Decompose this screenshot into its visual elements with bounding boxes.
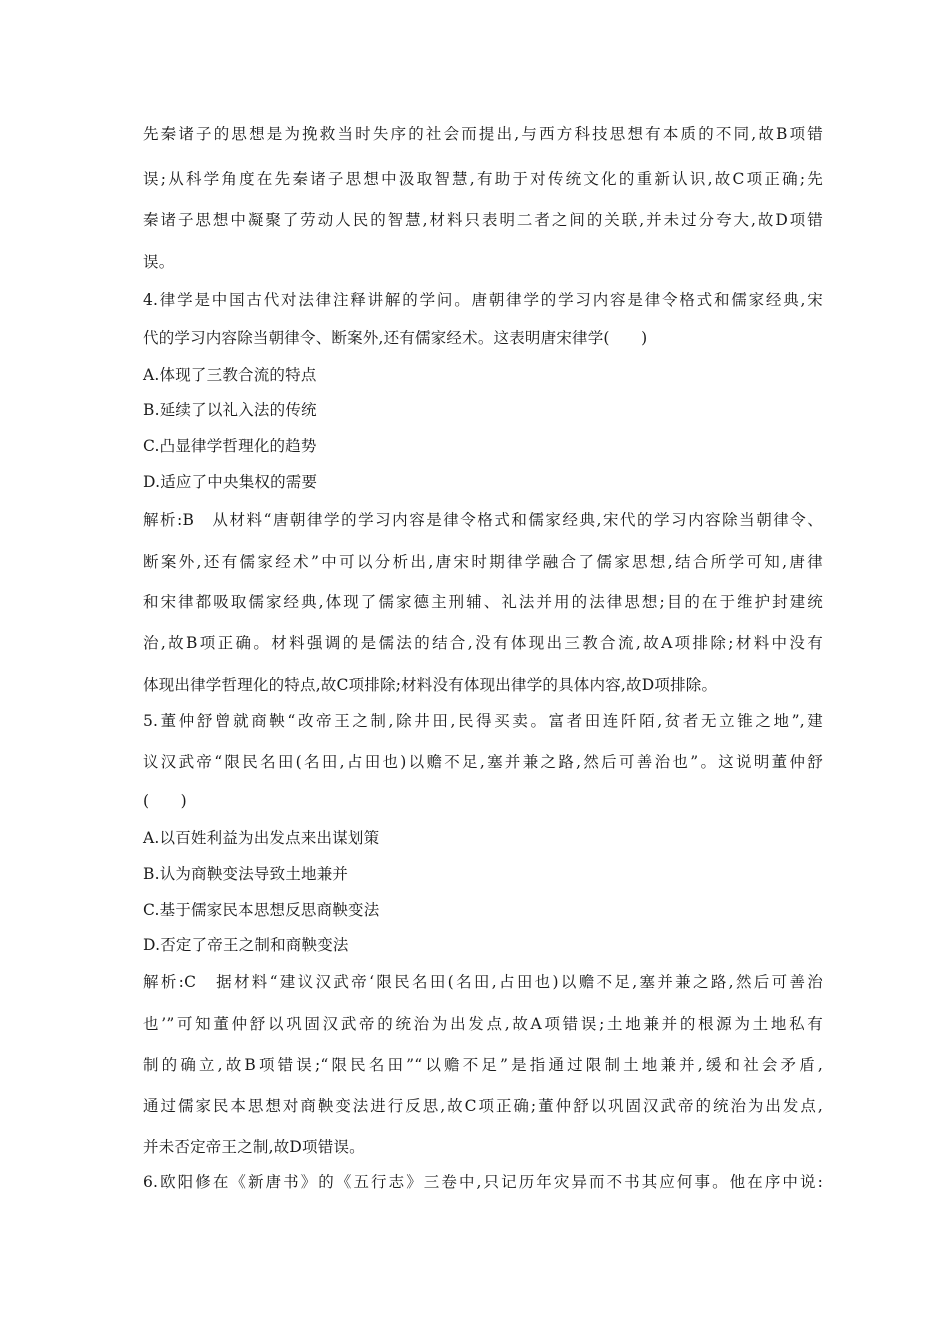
question-4-option-c: C.凸显律学哲理化的趋势	[143, 437, 317, 455]
question-5-stem: 议汉武帝“限民名田(名田,占田也)以赡不足,塞并兼之路,然后可善治也”。这说明董仲舒	[143, 753, 823, 771]
question-4-stem: 代的学习内容除当朝律令、断案外,还有儒家经术。这表明唐宋律学( )	[143, 329, 648, 347]
text-line: 误;从科学角度在先秦诸子思想中汲取智慧,有助于对传统文化的重新认识,故C项正确;先	[143, 170, 823, 188]
question-6-stem: 6.欧阳修在《新唐书》的《五行志》三卷中,只记历年灾异而不书其应何事。他在序中说:	[143, 1173, 823, 1191]
text-line: 秦诸子思想中凝聚了劳动人民的智慧,材料只表明二者之间的关联,并未过分夸大,故D项错	[143, 211, 823, 229]
text-line: 误。	[143, 253, 175, 271]
question-4-analysis: 和宋律都吸取儒家经典,体现了儒家德主刑辅、礼法并用的法律思想;目的在于维护封建统	[143, 593, 823, 611]
question-5-analysis: 并未否定帝王之制,故D项错误。	[143, 1138, 365, 1156]
question-5-analysis: 解析:C 据材料“建议汉武帝‘限民名田(名田,占田也)以赡不足,塞并兼之路,然后可善治	[143, 973, 823, 991]
question-5-option-c: C.基于儒家民本思想反思商鞅变法	[143, 901, 380, 919]
question-4-analysis: 断案外,还有儒家经术”中可以分析出,唐宋时期律学融合了儒家思想,结合所学可知,唐律	[143, 553, 823, 571]
question-4-analysis: 解析:B 从材料“唐朝律学的学习内容是律令格式和儒家经典,宋代的学习内容除当朝律令、	[143, 511, 823, 529]
question-4-analysis: 治,故B项正确。材料强调的是儒法的结合,没有体现出三教合流,故A项排除;材料中没有	[143, 634, 823, 652]
question-4-analysis: 体现出律学哲理化的特点,故C项排除;材料没有体现出律学的具体内容,故D项排除。	[143, 676, 718, 694]
question-4-option-b: B.延续了以礼入法的传统	[143, 401, 317, 419]
question-5-analysis: 制的确立,故B项错误;“限民名田”“以赡不足”是指通过限制土地兼并,缓和社会矛盾,	[143, 1056, 823, 1074]
question-5-option-d: D.否定了帝王之制和商鞅变法	[143, 936, 349, 954]
question-5-stem: 5.董仲舒曾就商鞅“改帝王之制,除井田,民得买卖。富者田连阡陌,贫者无立锥之地”,建	[143, 712, 823, 730]
question-5-analysis: 也’”可知董仲舒以巩固汉武帝的统治为出发点,故A项错误;土地兼并的根源为土地私有	[143, 1015, 823, 1033]
question-5-option-b: B.认为商鞅变法导致土地兼并	[143, 865, 349, 883]
text-line: 先秦诸子的思想是为挽救当时失序的社会而提出,与西方科技思想有本质的不同,故B项错	[143, 125, 823, 143]
question-4-option-a: A.体现了三教合流的特点	[143, 366, 317, 384]
question-4-option-d: D.适应了中央集权的需要	[143, 473, 318, 491]
question-4-stem: 4.律学是中国古代对法律注释讲解的学问。唐朝律学的学习内容是律令格式和儒家经典,宋	[143, 291, 823, 309]
question-5-stem: ( )	[143, 792, 187, 810]
question-5-analysis: 通过儒家民本思想对商鞅变法进行反思,故C项正确;董仲舒以巩固汉武帝的统治为出发点,	[143, 1097, 823, 1115]
question-5-option-a: A.以百姓利益为出发点来出谋划策	[143, 829, 380, 847]
